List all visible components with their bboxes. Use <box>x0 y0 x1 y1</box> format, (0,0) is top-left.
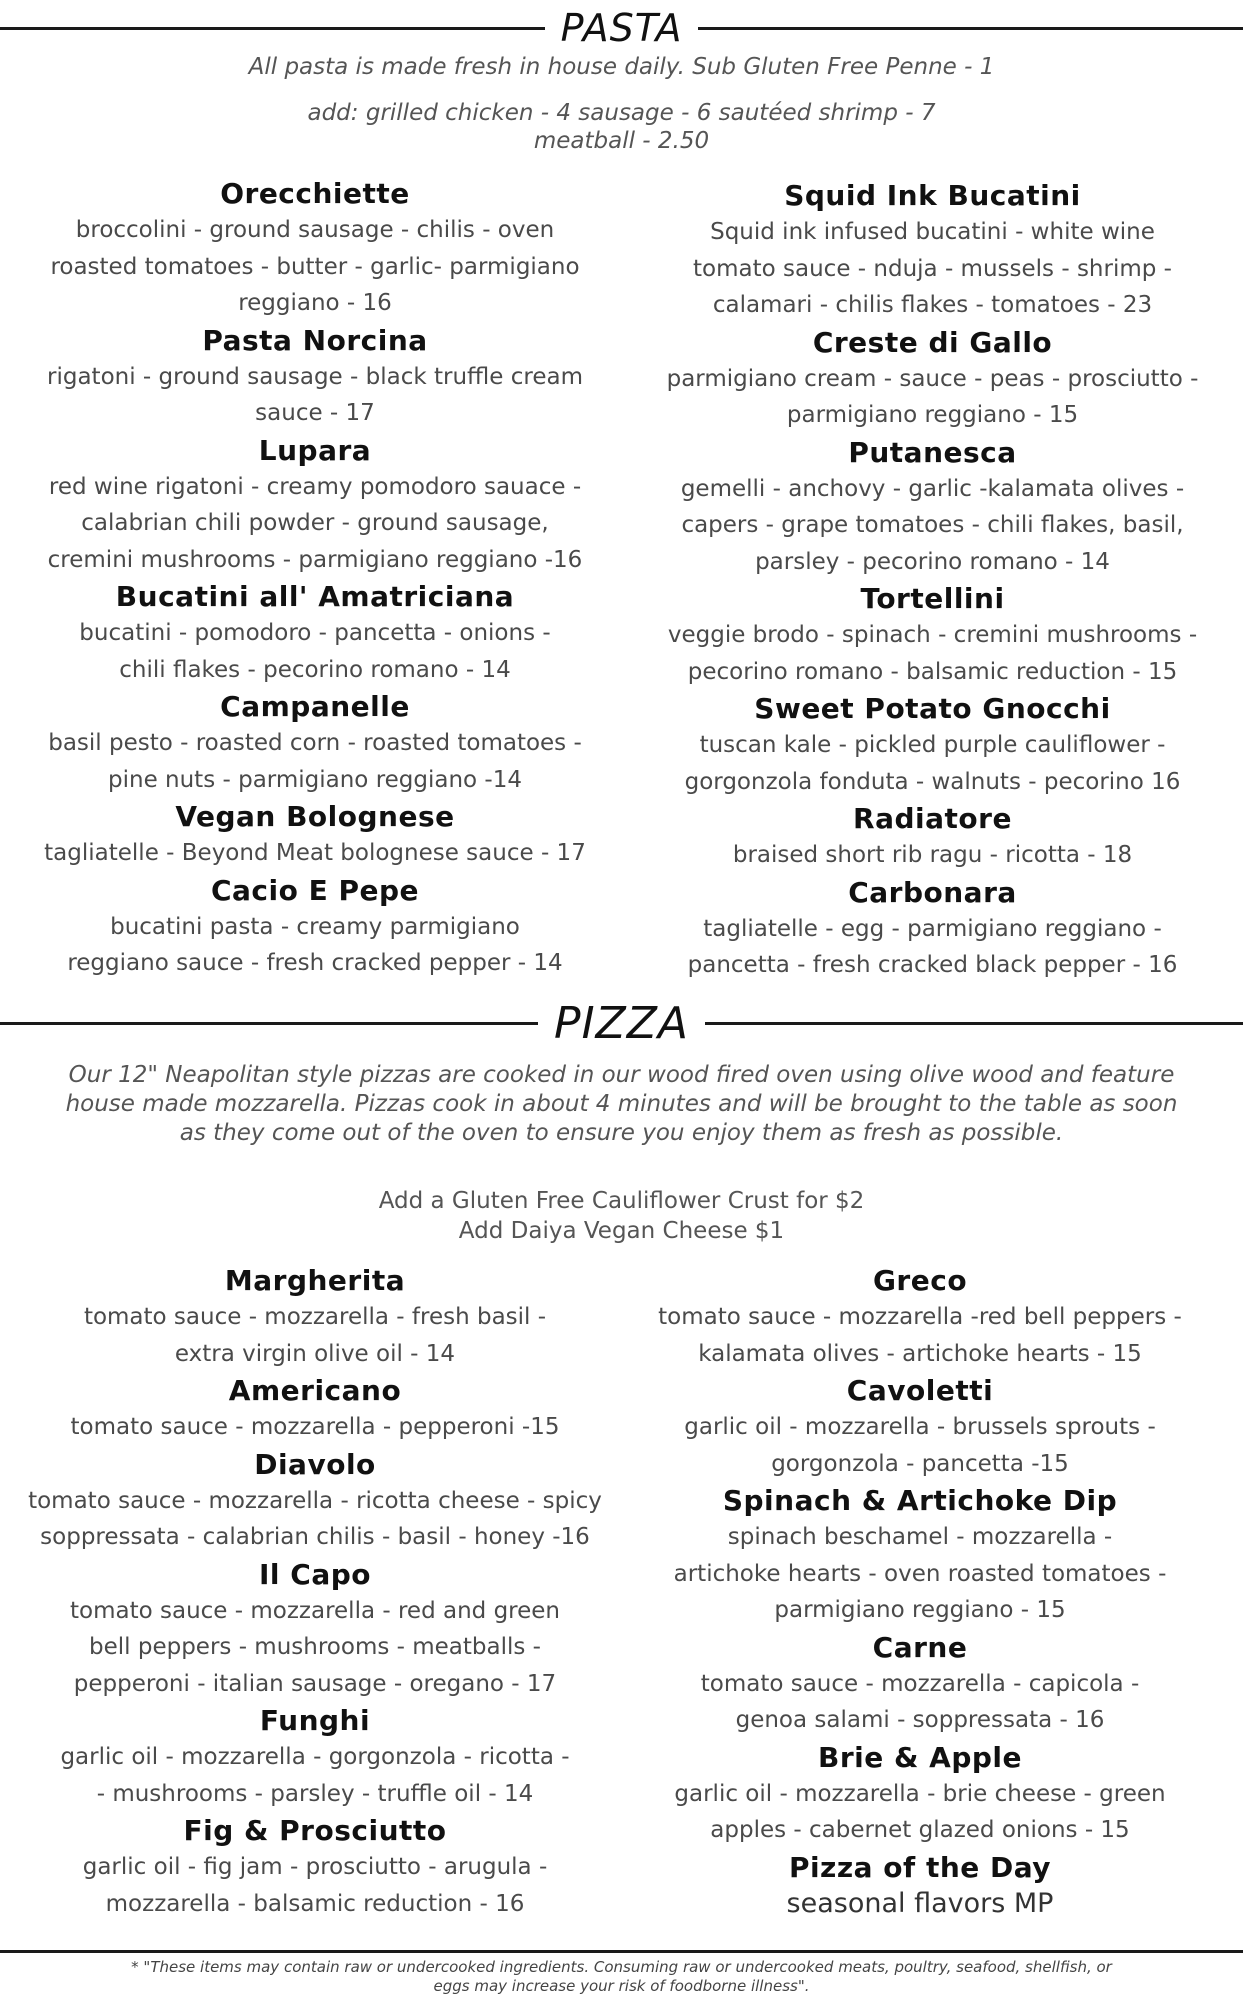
menu-item-name: Brie & Apple <box>818 1740 1022 1774</box>
pizza-intro-line: house made mozzarella. Pizzas cook in about 4 minutes and will be brought to the table as soon <box>65 1091 1178 1117</box>
menu-item-description: bell peppers - mushrooms - meatballs - <box>89 1634 541 1660</box>
pizza-addon-crust: Add a Gluten Free Cauliflower Crust for $2 <box>378 1188 865 1214</box>
menu-item-description: rigatoni - ground sausage - black truffle cream <box>47 363 583 390</box>
menu-item-description: tomato sauce - mozzarella - fresh basil - <box>83 1304 547 1330</box>
menu-item-description: kalamata olives - artichoke hearts - 15 <box>698 1340 1142 1367</box>
pasta-menu-left <box>20 175 610 982</box>
menu-item <box>640 874 1225 984</box>
menu-item <box>20 1812 610 1922</box>
pizza-menu-right <box>620 1262 1220 1922</box>
menu-item <box>20 322 610 432</box>
menu-item-name: Greco <box>872 1264 968 1297</box>
menu-item-name: Cacio E Pepe <box>210 873 420 907</box>
menu-item <box>620 1739 1220 1849</box>
menu-item-description: gemelli - anchovy - garlic -kalamata olives - <box>680 475 1185 502</box>
menu-item-name: Americano <box>228 1374 402 1407</box>
menu-item-description: garlic oil - mozzarella - gorgonzola - ricotta - <box>60 1744 570 1770</box>
menu-item-description: garlic oil - fig jam - prosciutto - arugula - <box>82 1854 548 1880</box>
menu-item <box>20 1446 610 1556</box>
menu-item-description: garlic oil - mozzarella - brie cheese - green <box>674 1780 1166 1807</box>
menu-item-name: Fig & Prosciutto <box>183 1814 447 1847</box>
menu-item-description: chili flakes - pecorino romano - 14 <box>119 656 511 683</box>
menu-item-description: gorgonzola - pancetta -15 <box>771 1450 1069 1477</box>
menu-item-name: Orecchiette <box>220 177 410 210</box>
menu-item-description: mozzarella - balsamic reduction - 16 <box>105 1890 525 1917</box>
menu-item <box>20 175 610 322</box>
menu-item-name: Cavoletti <box>846 1374 994 1407</box>
menu-item-name: Lupara <box>258 433 372 467</box>
pizza-intro-line: Our 12" Neapolitan style pizzas are cooked in our wood fired oven using olive wood and feature <box>68 1062 1175 1088</box>
menu-item-description: gorgonzola fonduta - walnuts - pecorino 16 <box>684 768 1181 795</box>
menu-item <box>20 578 610 688</box>
pizza-header <box>0 998 1243 1049</box>
menu-item-name: Pizza of the Day <box>788 1850 1052 1884</box>
menu-item-description: garlic oil - mozzarella - brussels sprouts - <box>684 1414 1156 1440</box>
menu-item-description: reggiano - 16 <box>238 290 392 316</box>
menu-item-description: tomato sauce - mozzarella -red bell peppers - <box>658 1304 1182 1330</box>
menu-item-description: - mushrooms - parsley - truffle oil - 14 <box>96 1780 534 1807</box>
menu-item-description: extra virgin olive oil - 14 <box>174 1340 456 1367</box>
menu-item-description: bucatini pasta - creamy parmigiano <box>110 913 520 940</box>
menu-item-name: Radiatore <box>853 802 1012 835</box>
menu-item-description: tomato sauce - mozzarella - red and green <box>70 1597 560 1624</box>
menu-item-description: tagliatelle - Beyond Meat bolognese sauce - 17 <box>44 840 586 866</box>
menu-item-name: Vegan Bolognese <box>175 800 455 833</box>
menu-item-description: bucatini - pomodoro - pancetta - onions - <box>79 620 551 646</box>
footnote-line: * "These items may contain raw or undercooked ingredients. Consuming raw or undercooked meats, poultry, seafood, shellfish, or <box>131 1958 1112 1976</box>
divider <box>698 27 1243 30</box>
menu-item-name: Bucatini all' Amatriciana <box>115 580 515 613</box>
menu-item <box>640 324 1225 434</box>
menu-item-description: tagliatelle - egg - parmigiano reggiano - <box>703 915 1162 942</box>
menu-item-description: pancetta - fresh cracked black pepper - 16 <box>687 952 1178 978</box>
menu-item-description: parsley - pecorino romano - 14 <box>755 548 1110 575</box>
pasta-header <box>0 6 1243 50</box>
footnote <box>100 1958 1143 1996</box>
footnote-line: eggs may increase your risk of foodborne illness". <box>433 1977 810 1995</box>
pasta-title: PASTA <box>560 6 683 50</box>
menu-item <box>20 1372 610 1446</box>
menu-item-name: Carbonara <box>848 875 1017 909</box>
menu-item-description: parmigiano reggiano - 15 <box>786 402 1079 428</box>
menu-item-description: apples - cabernet glazed onions - 15 <box>710 1817 1130 1843</box>
menu-item-description: tomato sauce - mozzarella - ricotta cheese - spicy <box>28 1487 602 1514</box>
menu-item-description: calabrian chili powder - ground sausage, <box>81 510 549 536</box>
menu-item-description: reggiano sauce - fresh cracked pepper - 14 <box>67 950 563 976</box>
divider <box>0 1022 538 1025</box>
menu-item-description: pepperoni - italian sausage - oregano - 17 <box>73 1670 557 1697</box>
pasta-menu-right <box>640 177 1225 984</box>
menu-item-description: basil pesto - roasted corn - roasted tomatoes - <box>48 730 582 756</box>
menu-item-description: braised short rib ragu - ricotta - 18 <box>732 842 1133 868</box>
pizza-title: PIZZA <box>554 998 689 1049</box>
menu-item-name: Squid Ink Bucatini <box>784 179 1081 212</box>
menu-item-description: roasted tomatoes - butter - garlic- parmigiano <box>50 253 580 280</box>
menu-item-description: pine nuts - parmigiano reggiano -14 <box>108 766 522 793</box>
menu-item-description: seasonal flavors MP <box>786 1887 1054 1919</box>
menu-item <box>20 432 610 579</box>
menu-item-description: veggie brodo - spinach - cremini mushrooms - <box>667 622 1198 648</box>
menu-item-description: calamari - chilis flakes - tomatoes - 23 <box>712 292 1153 318</box>
menu-item <box>640 580 1225 690</box>
menu-item-name: Campanelle <box>220 690 410 723</box>
footer-divider <box>0 1950 1243 1953</box>
pasta-addons-meatball: meatball - 2.50 <box>533 128 710 154</box>
menu-item-name: Spinach & Artichoke Dip <box>722 1484 1118 1517</box>
menu-item-description: tuscan kale - pickled purple cauliflower - <box>699 732 1166 758</box>
menu-item <box>620 1629 1220 1739</box>
menu-item-description: tomato sauce - nduja - mussels - shrimp - <box>693 255 1172 282</box>
menu-item-description: red wine rigatoni - creamy pomodoro sauace - <box>48 473 582 500</box>
menu-item-description: artichoke hearts - oven roasted tomatoes - <box>673 1560 1167 1587</box>
menu-item-name: Carne <box>872 1630 968 1664</box>
menu-item <box>20 688 610 798</box>
menu-item-description: capers - grape tomatoes - chili flakes, basil, <box>681 512 1184 538</box>
pizza-intro-line: as they come out of the oven to ensure you enjoy them as fresh as possible. <box>179 1120 1064 1146</box>
menu-item-description: tomato sauce - mozzarella - pepperoni -15 <box>70 1414 560 1440</box>
menu-item-description: broccolini - ground sausage - chilis - oven <box>75 217 555 243</box>
menu-item <box>640 690 1225 800</box>
menu-item <box>20 1262 610 1372</box>
menu-item <box>640 800 1225 874</box>
menu-item-name: Putanesca <box>848 435 1017 469</box>
menu-item-description: parmigiano reggiano - 15 <box>774 1597 1066 1623</box>
pasta-addons: add: grilled chicken - 4 sausage - 6 sautéed shrimp - 7 <box>307 100 936 126</box>
menu-item-description: cremini mushrooms - parmigiano reggiano -16 <box>47 546 583 573</box>
menu-item <box>640 177 1225 324</box>
menu-item-name: Sweet Potato Gnocchi <box>754 692 1111 725</box>
menu-item-description: tomato sauce - mozzarella - capicola - <box>700 1670 1140 1697</box>
menu-item-description: soppressata - calabrian chilis - basil - honey -16 <box>40 1524 590 1550</box>
menu-item-description: spinach beschamel - mozzarella - <box>727 1524 1113 1550</box>
menu-item-name: Il Capo <box>259 1557 371 1591</box>
menu-item-name: Pasta Norcina <box>202 323 428 357</box>
menu-item-name: Funghi <box>259 1704 371 1737</box>
menu-item-name: Diavolo <box>254 1447 376 1481</box>
menu-item <box>640 434 1225 581</box>
divider <box>705 1022 1243 1025</box>
menu-item <box>20 1702 610 1812</box>
menu-item <box>620 1482 1220 1629</box>
pizza-menu-left <box>20 1262 610 1922</box>
menu-item <box>620 1849 1220 1923</box>
menu-item-name: Creste di Gallo <box>812 325 1053 359</box>
pasta-intro: All pasta is made fresh in house daily. Sub Gluten Free Penne - 1 <box>248 54 995 80</box>
divider <box>0 27 545 30</box>
menu-item-name: Margherita <box>224 1264 406 1297</box>
menu-item <box>20 1556 610 1703</box>
menu-item-description: genoa salami - soppressata - 16 <box>735 1707 1105 1733</box>
menu-item-description: parmigiano cream - sauce - peas - prosciutto - <box>666 365 1199 392</box>
menu-item-description: Squid ink infused bucatini - white wine <box>710 219 1155 245</box>
pizza-addon-cheese: Add Daiya Vegan Cheese $1 <box>458 1218 785 1244</box>
menu-item-name: Tortellini <box>860 582 1005 615</box>
menu-item <box>620 1262 1220 1372</box>
menu-item <box>20 872 610 982</box>
menu-item-description: sauce - 17 <box>255 400 375 426</box>
menu-item <box>20 798 610 872</box>
menu-item <box>620 1372 1220 1482</box>
menu-item-description: pecorino romano - balsamic reduction - 15 <box>687 658 1178 685</box>
